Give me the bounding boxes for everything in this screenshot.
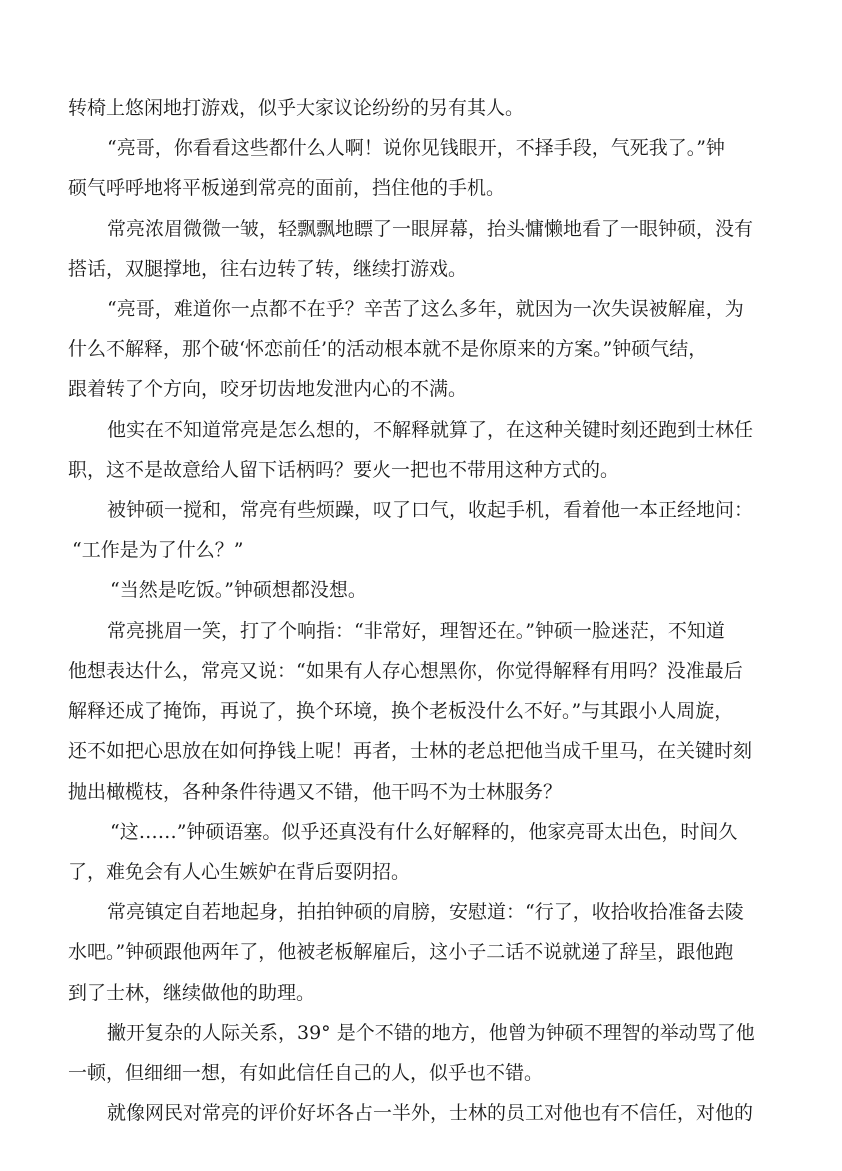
text-line: 他想表达什么，常亮又说：“如果有人存心想黑你，你觉得解释有用吗？没准最后 bbox=[68, 660, 743, 682]
text-line: 了，难免会有人心生嫉妒在背后耍阴招。 bbox=[68, 861, 411, 883]
text-line: 还不如把心思放在如何挣钱上呢！再者，士林的老总把他当成千里马，在关键时刻 bbox=[68, 740, 753, 762]
text-line: 常亮浓眉微微一皱，轻飘飘地瞟了一眼屏幕，抬头慵懒地看了一眼钟硕，没有 bbox=[107, 218, 754, 240]
text-line: 撇开复杂的人际关系，39° 是个不错的地方，他曾为钟硕不理智的举动骂了他 bbox=[107, 1022, 755, 1044]
text-line: 职，这不是故意给人留下话柄吗？要火一把也不带用这种方式的。 bbox=[68, 459, 620, 481]
text-line: 抛出橄榄枝，各种条件待遇又不错，他干吗不为士林服务？ bbox=[68, 781, 563, 803]
text-line: 解释还成了掩饰，再说了，换个环境，换个老板没什么不好。”与其跟小人周旋， bbox=[68, 700, 734, 722]
text-line: 水吧。”钟硕跟他两年了，他被老板解雇后，这小子二话不说就递了辞呈，跟他跑 bbox=[68, 941, 734, 963]
text-line: 他实在不知道常亮是怎么想的，不解释就算了，在这种关键时刻还跑到士林任 bbox=[107, 419, 754, 441]
text-line: “这……”钟硕语塞。似乎还真没有什么好解释的，他家亮哥太出色，时间久 bbox=[110, 821, 738, 843]
text-line: 到了士林，继续做他的助理。 bbox=[68, 982, 316, 1004]
text-line: 转椅上悠闲地打游戏，似乎大家议论纷纷的另有其人。 bbox=[68, 97, 525, 119]
text-line: 什么不解释，那个破‘怀恋前任’的活动根本就不是你原来的方案。”钟硕气结， bbox=[68, 338, 708, 360]
text-line: “当然是吃饭。”钟硕想都没想。 bbox=[110, 579, 367, 601]
text-line: 被钟硕一搅和，常亮有些烦躁，叹了口气，收起手机，看着他一本正经地问： bbox=[107, 499, 754, 521]
text-line: 常亮挑眉一笑，打了个响指：“非常好，理智还在。”钟硕一脸迷茫，不知道 bbox=[107, 620, 725, 642]
text-line: “工作是为了什么？” bbox=[72, 539, 244, 561]
text-line: 搭话，双腿撑地，往右边转了转，继续打游戏。 bbox=[68, 258, 468, 280]
text-line: 硕气呼呼地将平板递到常亮的面前，挡住他的手机。 bbox=[68, 177, 506, 199]
text-line: 就像网民对常亮的评价好坏各占一半外，士林的员工对他也有不信任，对他的 bbox=[107, 1102, 754, 1124]
text-line: 跟着转了个方向，咬牙切齿地发泄内心的不满。 bbox=[68, 378, 468, 400]
text-line: 一顿，但细细一想，有如此信任自己的人，似乎也不错。 bbox=[68, 1062, 544, 1084]
text-line: “亮哥，难道你一点都不在乎？辛苦了这么多年，就因为一次失误被解雇，为 bbox=[107, 298, 744, 320]
text-line: 常亮镇定自若地起身，拍拍钟硕的肩膀，安慰道：“行了，收拾收拾准备去陵 bbox=[107, 901, 744, 923]
text-line: “亮哥，你看看这些都什么人啊！说你见钱眼开，不择手段，气死我了。”钟 bbox=[107, 137, 725, 159]
